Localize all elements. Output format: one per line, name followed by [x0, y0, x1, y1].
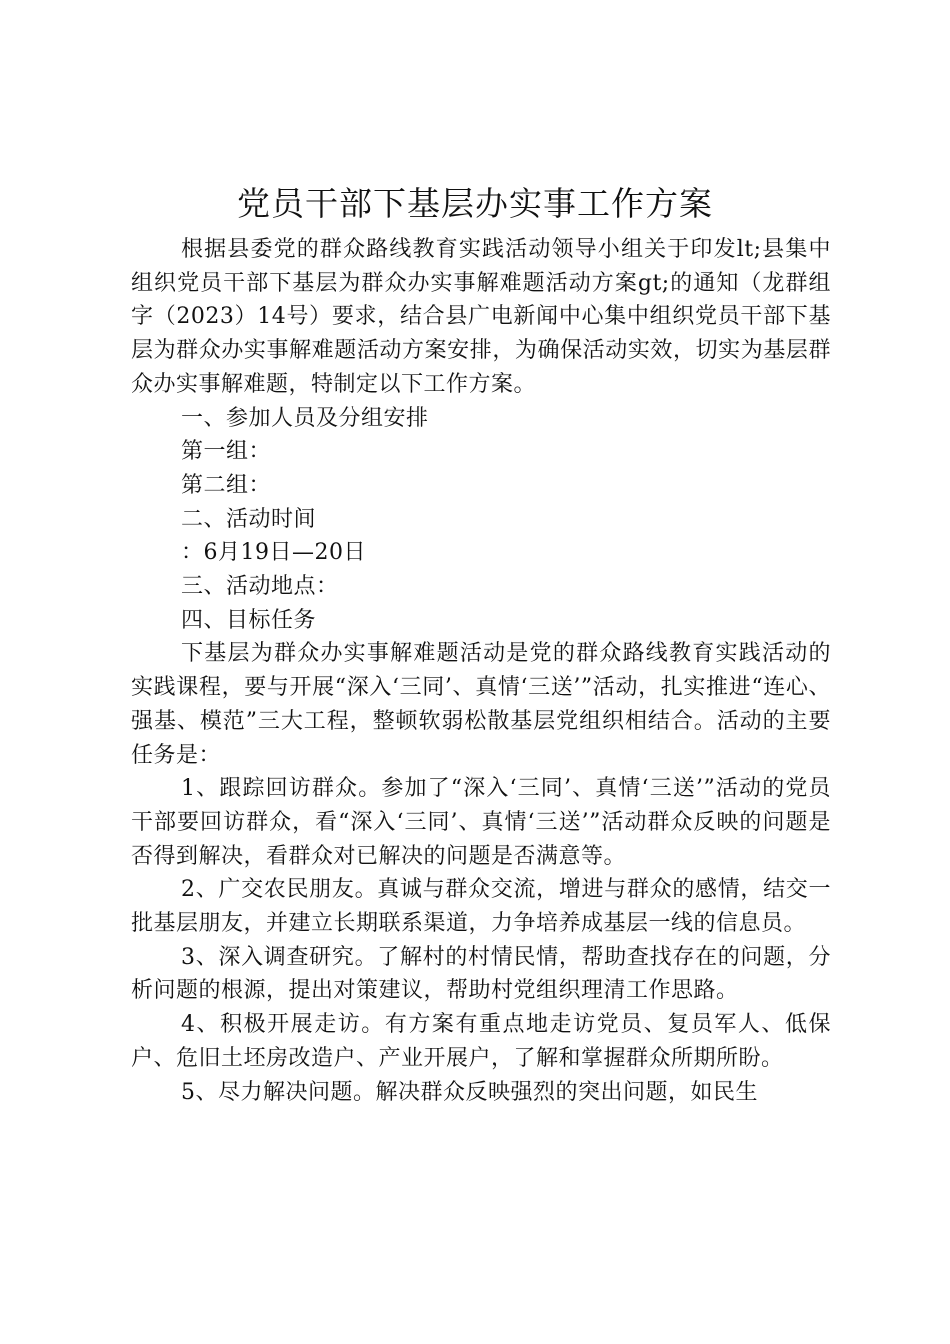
activity-time-line: ：6月19日—20日: [181, 540, 366, 566]
task-item-2: 2、广交农民朋友。真诚与群众交流，增进与群众的感情，结交一批基层朋友，并建立长期联系渠道，力争培养成基层一线的信息员。: [131, 877, 831, 937]
section-heading-tasks: 四、目标任务: [181, 607, 317, 633]
tasks-intro-paragraph: 下基层为群众办实事解难题活动是党的群众路线教育实践活动的实践课程，要与开展“深入‘三同’、真情‘三送’”活动，扎实推进“连心、强基、模范”三大工程，整顿软弱松散基层党组织相结合。活动的主要任务是：: [131, 641, 831, 768]
section-heading-personnel: 一、参加人员及分组安排: [181, 405, 429, 431]
task-item-4: 4、积极开展走访。有方案有重点地走访党员、复员军人、低保户、危旧土坯房改造户、产业开展户，了解和掌握群众所期所盼。: [131, 1012, 831, 1071]
document-title: 党员干部下基层办实事工作方案: [237, 184, 713, 223]
intro-paragraph: 根据县委党的群众路线教育实践活动领导小组关于印发lt;县集中组织党员干部下基层为群众办实事解难题活动方案gt;的通知（龙群组字（2023）14号）要求，结合县广电新闻中心集中组织党员干部下基层为群众办实事解难题活动方案安排，为确保活动实效，切实为基层群众办实事解难题，特制定以下工作方案。: [131, 237, 831, 397]
section-heading-location: 三、活动地点：: [181, 574, 339, 600]
task-item-5: 5、尽力解决问题。解决群众反映强烈的突出问题，如民生: [181, 1079, 758, 1105]
task-item-1: 1、跟踪回访群众。参加了“深入‘三同’、真情‘三送’”活动的党员干部要回访群众，看“深入‘三同’、真情‘三送’”活动群众反映的问题是否得到解决，看群众对已解决的问题是否满意等。: [131, 776, 831, 869]
group-one-line: 第一组：: [181, 439, 272, 465]
document-body: [131, 233, 831, 1109]
section-heading-time: 二、活动时间: [181, 506, 317, 532]
task-item-3: 3、深入调查研究。了解村的村情民情，帮助查找存在的问题，分析问题的根源，提出对策建议，帮助村党组织理清工作思路。: [131, 944, 831, 1004]
group-two-line: 第二组：: [181, 472, 272, 498]
